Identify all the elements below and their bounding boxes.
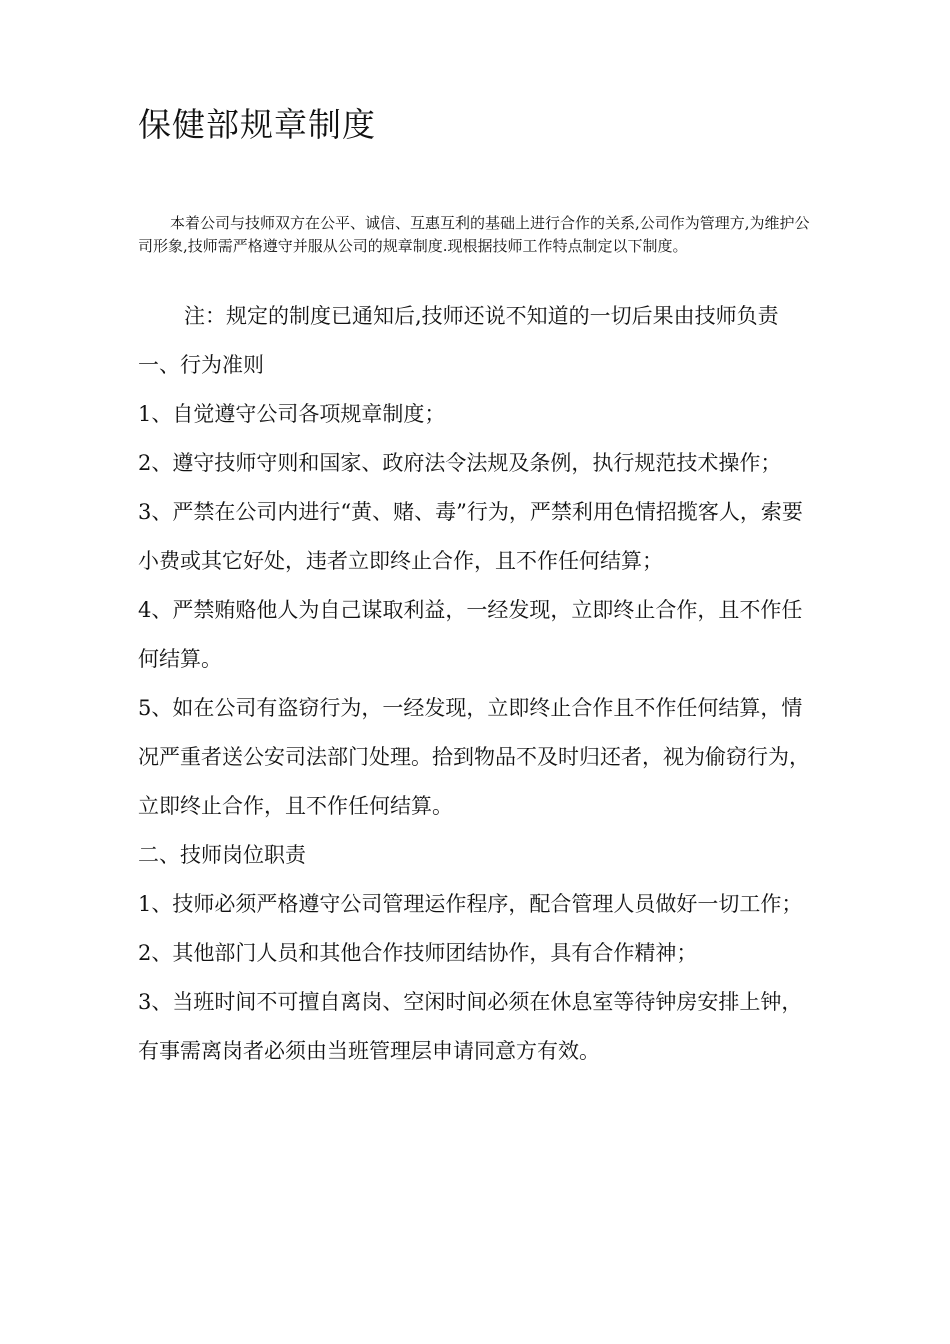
conduct-rule-5: 5、如在公司有盗窃行为，一经发现，立即终止合作且不作任何结算，情况严重者送公安司法部门处理。拾到物品不及时归还者，视为偷窃行为，立即终止合作，且不作任何结算。 <box>138 696 810 818</box>
section-heading-duties: 二、技师岗位职责 <box>138 843 306 867</box>
document-body <box>138 292 818 1076</box>
intro-paragraph: 本着公司与技师双方在公平、诚信、互惠互利的基础上进行合作的关系,公司作为管理方,为维护公司形象,技师需严格遵守并服从公司的规章制度.现根据技师工作特点制定以下制度。 <box>138 214 810 255</box>
duty-rule-1: 1、技师必须严格遵守公司管理运作程序，配合管理人员做好一切工作； <box>138 892 803 916</box>
duty-rule-3: 3、当班时间不可擅自离岗、空闲时间必须在休息室等待钟房安排上钟，有事需离岗者必须由当班管理层申请同意方有效。 <box>138 990 803 1063</box>
note-paragraph: 注：规定的制度已通知后,技师还说不知道的一切后果由技师负责 <box>184 304 779 328</box>
conduct-rule-3: 3、严禁在公司内进行“黄、赌、毒”行为，严禁利用色情招揽客人，索要小费或其它好处，违者立即终止合作，且不作任何结算； <box>138 500 803 573</box>
conduct-rule-1: 1、自觉遵守公司各项规章制度； <box>138 402 446 426</box>
conduct-rule-4: 4、严禁贿赂他人为自己谋取利益，一经发现，立即终止合作，且不作任何结算。 <box>138 598 803 671</box>
section-heading-conduct: 一、行为准则 <box>138 353 264 377</box>
duty-rule-2: 2、其他部门人员和其他合作技师团结协作，具有合作精神； <box>138 941 698 965</box>
conduct-rule-2: 2、遵守技师守则和国家、政府法令法规及条例，执行规范技术操作； <box>138 451 782 475</box>
document-title: 保健部规章制度 <box>138 105 376 144</box>
